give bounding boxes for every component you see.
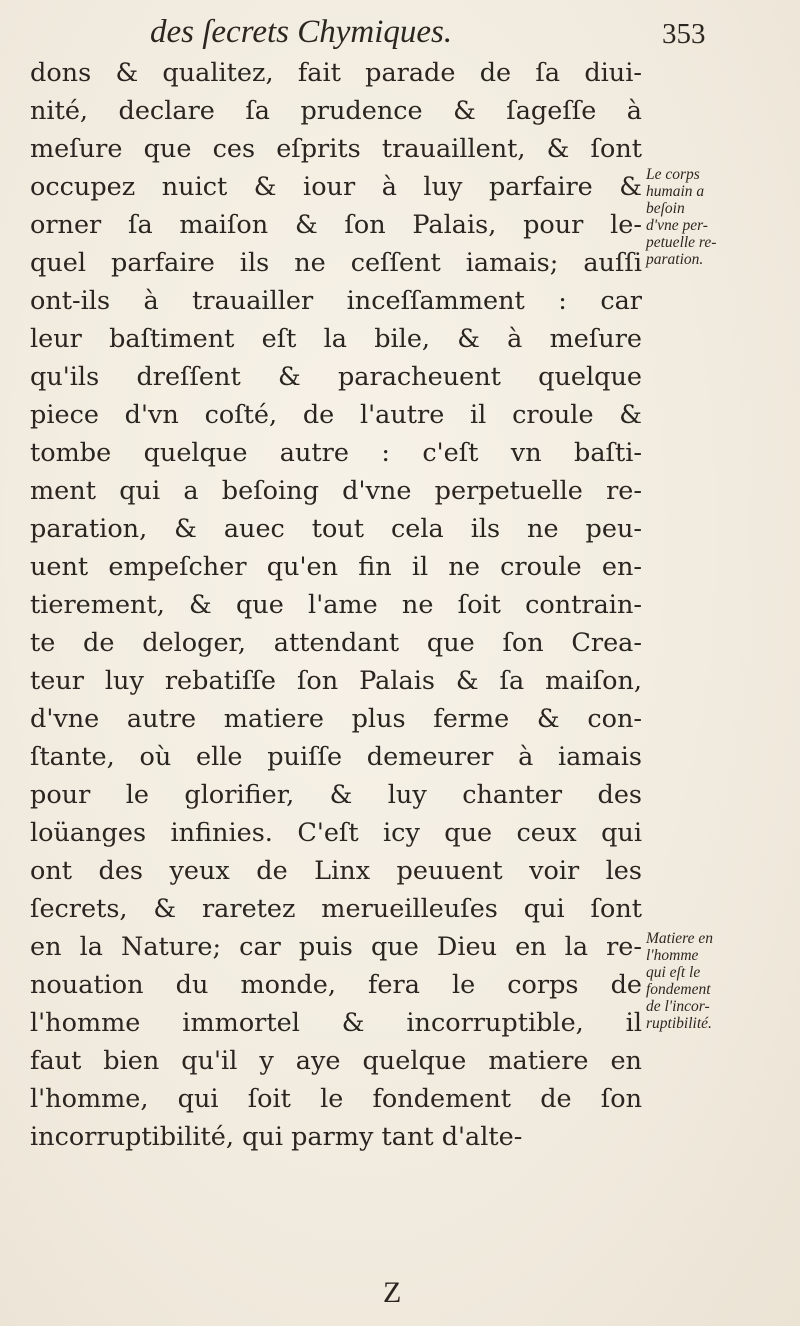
signature-mark: Z [383, 1276, 402, 1309]
margin-note [646, 930, 796, 1032]
text-line: incorruptibilité, qui parmy tant d'alte- [30, 1122, 523, 1152]
margin-note-line: ruptibilité. [646, 1015, 712, 1032]
margin-note-line: d'vne per- [646, 217, 708, 234]
text-line: leur baſtiment eſt la bile, & à meſure [30, 324, 642, 354]
margin-note-line: humain a [646, 183, 705, 200]
text-line: nité, declare ſa prudence & ſageſſe à [30, 96, 642, 126]
body-text [30, 54, 642, 1156]
text-line: uent empeſcher qu'en fin il ne croule en- [30, 552, 642, 582]
text-line: tombe quelque autre : c'eſt vn baſti- [30, 438, 642, 468]
margin-note-line: qui eſt le [646, 964, 701, 981]
text-line: quel parfaire ils ne ceſſent iamais; auſſi [30, 248, 642, 278]
margin-note-line: l'homme [646, 947, 699, 964]
margin-note-line: fondement [646, 981, 711, 998]
text-line: ont-ils à trauailler inceſſamment : car [30, 286, 642, 316]
text-line: meſure que ces eſprits trauaillent, & ſont [30, 134, 642, 164]
text-line: te de deloger, attendant que ſon Crea- [30, 628, 642, 658]
text-line: l'homme, qui ſoit le fondement de ſon [30, 1084, 642, 1114]
running-head: des ſecrets Chymiques. [150, 14, 453, 50]
text-line: d'vne autre matiere plus ferme & con- [30, 704, 642, 734]
text-line: en la Nature; car puis que Dieu en la re- [30, 932, 642, 962]
text-line: teur luy rebatiſſe ſon Palais & ſa maiſon, [30, 666, 642, 696]
text-line: nouation du monde, fera le corps de [30, 970, 642, 1000]
margin-note-line: petuelle re- [646, 234, 717, 251]
text-line: qu'ils dreſſent & paracheuent quelque [30, 362, 642, 392]
margin-note-line: paration. [646, 251, 704, 268]
margin-note-line: beſoin [646, 200, 685, 217]
text-line: piece d'vn coſté, de l'autre il croule & [30, 400, 642, 430]
text-line: paration, & auec tout cela ils ne peu- [30, 514, 642, 544]
margin-note-line: de l'incor- [646, 998, 710, 1015]
text-line: faut bien qu'il y aye quelque matiere en [30, 1046, 642, 1076]
text-line: dons & qualitez, fait parade de ſa diui- [30, 58, 642, 88]
text-line: ont des yeux de Linx peuuent voir les [30, 856, 642, 886]
text-line: l'homme immortel & incorruptible, il [30, 1008, 642, 1038]
text-line: ſtante, où elle puiſſe demeurer à iamais [30, 742, 642, 772]
text-line: ſecrets, & raretez merueilleuſes qui ſont [30, 894, 642, 924]
margin-note [646, 166, 796, 268]
text-line: occupez nuict & iour à luy parfaire & [30, 172, 642, 202]
text-line: ment qui a beſoing d'vne perpetuelle re- [30, 476, 642, 506]
text-line: pour le glorifier, & luy chanter des [30, 780, 642, 810]
margin-note-line: Matiere en [646, 930, 713, 947]
text-line: orner ſa maiſon & ſon Palais, pour le- [30, 210, 642, 240]
text-line: loüanges infinies. C'eſt icy que ceux qui [30, 818, 642, 848]
text-line: tierement, & que l'ame ne ſoit contrain- [30, 590, 642, 620]
margin-note-line: Le corps [646, 166, 700, 183]
page-number: 353 [662, 18, 706, 50]
